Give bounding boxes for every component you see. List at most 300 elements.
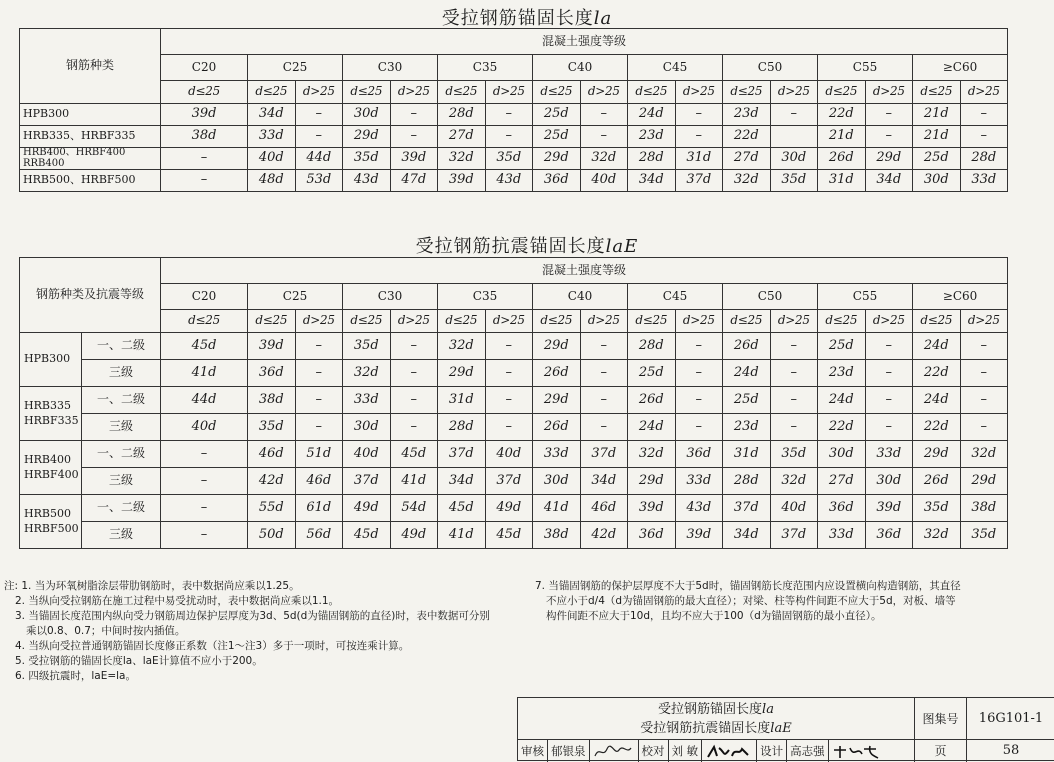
grade-header: C25 <box>248 284 343 310</box>
anchorage-value: 32d <box>913 522 961 549</box>
anchorage-value: 49d <box>390 522 438 549</box>
diameter-subheader: d≤25 <box>248 81 296 104</box>
anchorage-value: 24d <box>723 360 771 387</box>
seismic-level-label: 一、二级 <box>82 387 161 414</box>
anchorage-value: – <box>675 414 723 441</box>
concrete-grade-header: 混凝土强度等级 <box>161 29 1008 55</box>
anchorage-value: 41d <box>533 495 581 522</box>
anchorage-value: – <box>161 522 248 549</box>
anchorage-value: 45d <box>438 495 486 522</box>
anchorage-length-table <box>19 28 1008 192</box>
anchorage-value: 54d <box>390 495 438 522</box>
grade-header: C55 <box>818 55 913 81</box>
diameter-subheader: d≤25 <box>913 310 961 333</box>
table2-title-symbol: laE <box>605 236 639 257</box>
anchorage-value: 44d <box>161 387 248 414</box>
anchorage-value: 34d <box>438 468 486 495</box>
anchorage-value: 33d <box>343 387 391 414</box>
diameter-subheader: d>25 <box>580 310 628 333</box>
design-signature <box>829 740 885 762</box>
anchorage-value: 40d <box>770 495 818 522</box>
anchorage-value: – <box>485 387 533 414</box>
diameter-subheader: d≤25 <box>161 310 248 333</box>
anchorage-value: 24d <box>628 414 676 441</box>
diameter-subheader: d≤25 <box>628 310 676 333</box>
anchorage-value: 33d <box>818 522 866 549</box>
anchorage-value: 24d <box>913 333 961 360</box>
anchorage-value: 33d <box>960 170 1008 192</box>
anchorage-value: 39d <box>161 104 248 126</box>
anchorage-value: 56d <box>295 522 343 549</box>
anchorage-value: 32d <box>438 148 486 170</box>
anchorage-value: 61d <box>295 495 343 522</box>
anchorage-value: – <box>865 387 913 414</box>
diameter-subheader: d≤25 <box>723 310 771 333</box>
rebar-type-part: HRBF500 <box>24 521 79 535</box>
anchorage-value: 41d <box>390 468 438 495</box>
anchorage-value: 34d <box>248 104 296 126</box>
anchorage-value: 43d <box>675 495 723 522</box>
anchorage-value: 24d <box>818 387 866 414</box>
anchorage-value: – <box>295 333 343 360</box>
anchorage-value: 26d <box>723 333 771 360</box>
notes-right <box>524 579 964 624</box>
table-row <box>20 126 1008 148</box>
anchorage-value: 36d <box>628 522 676 549</box>
anchorage-value: 21d <box>913 126 961 148</box>
anchorage-value: 49d <box>343 495 391 522</box>
anchorage-value: 26d <box>533 414 581 441</box>
anchorage-value: – <box>390 387 438 414</box>
anchorage-value <box>770 126 818 148</box>
anchorage-value: 28d <box>628 333 676 360</box>
note-item: 7. 当锚固钢筋的保护层厚度不大于5d时，锚固钢筋长度范围内应设置横向构造钢筋，其直径不应小于d/4（d为锚固钢筋的最大直径）；对梁、柱等构件间距不应大于5d，对板、墙等构件间距不应大于10d，且均不应大于100（d为锚固钢筋的最小直径）。 <box>535 580 961 622</box>
rebar-type-part: HRBF335 <box>24 413 79 427</box>
atlas-number-label: 图集号 <box>915 698 967 740</box>
anchorage-value: 32d <box>580 148 628 170</box>
grade-header: C25 <box>248 55 343 81</box>
anchorage-value: 36d <box>865 522 913 549</box>
anchorage-value: – <box>161 148 248 170</box>
check-signature <box>702 740 757 762</box>
anchorage-value: – <box>580 387 628 414</box>
anchorage-value: 37d <box>438 441 486 468</box>
anchorage-value: – <box>675 126 723 148</box>
diameter-subheader: d≤25 <box>343 81 391 104</box>
anchorage-value: 32d <box>770 468 818 495</box>
anchorage-value: – <box>390 414 438 441</box>
note-item: 6. 四级抗震时，laE=la。 <box>15 670 136 682</box>
table-row <box>20 414 1008 441</box>
anchorage-value: 43d <box>343 170 391 192</box>
anchorage-value: – <box>675 387 723 414</box>
grade-header: ≥C60 <box>913 284 1008 310</box>
anchorage-value: 30d <box>533 468 581 495</box>
anchorage-value: 26d <box>913 468 961 495</box>
anchorage-value: 23d <box>723 414 771 441</box>
grade-header: C35 <box>438 284 533 310</box>
diameter-subheader: d>25 <box>770 81 818 104</box>
anchorage-value: 36d <box>533 170 581 192</box>
anchorage-value: 33d <box>248 126 296 148</box>
anchorage-value: 55d <box>248 495 296 522</box>
anchorage-value: 35d <box>913 495 961 522</box>
rebar-type-label <box>20 333 82 387</box>
anchorage-value: 36d <box>675 441 723 468</box>
diameter-subheader: d>25 <box>675 81 723 104</box>
anchorage-value: 28d <box>438 414 486 441</box>
anchorage-value: 27d <box>818 468 866 495</box>
anchorage-value: 38d <box>960 495 1008 522</box>
anchorage-value: – <box>675 360 723 387</box>
anchorage-value: 22d <box>913 414 961 441</box>
anchorage-value: 41d <box>438 522 486 549</box>
diameter-subheader: d≤25 <box>248 310 296 333</box>
anchorage-value: – <box>675 333 723 360</box>
anchorage-value: 35d <box>343 148 391 170</box>
anchorage-value: 31d <box>818 170 866 192</box>
diameter-subheader: d>25 <box>485 81 533 104</box>
anchorage-value: 39d <box>628 495 676 522</box>
diameter-subheader: d≤25 <box>533 81 581 104</box>
anchorage-value: 40d <box>343 441 391 468</box>
grade-header: C45 <box>628 55 723 81</box>
design-label: 设计 <box>757 740 787 762</box>
anchorage-value: 45d <box>485 522 533 549</box>
table-row <box>20 170 1008 192</box>
anchorage-value: 32d <box>960 441 1008 468</box>
rebar-type-part: HPB300 <box>24 352 71 366</box>
anchorage-value: 35d <box>770 170 818 192</box>
diameter-subheader: d≤25 <box>913 81 961 104</box>
anchorage-value: 28d <box>438 104 486 126</box>
anchorage-value: – <box>580 333 628 360</box>
anchorage-value: 39d <box>438 170 486 192</box>
diameter-subheader: d≤25 <box>818 310 866 333</box>
anchorage-value: 35d <box>770 441 818 468</box>
anchorage-value: – <box>960 104 1008 126</box>
table-row <box>20 495 1008 522</box>
note-item: 2. 当纵向受拉钢筋在施工过程中易受扰动时，表中数据尚应乘以1.1。 <box>15 595 340 607</box>
rebar-type-label <box>20 387 82 441</box>
rebar-type-label: HRB500、HRBF500 <box>20 170 161 192</box>
anchorage-value: – <box>770 104 818 126</box>
anchorage-value: 33d <box>865 441 913 468</box>
anchorage-value: 29d <box>960 468 1008 495</box>
rebar-type-part: HRB400 <box>24 453 71 467</box>
anchorage-value: 30d <box>865 468 913 495</box>
anchorage-value: – <box>390 360 438 387</box>
seismic-level-label: 三级 <box>82 522 161 549</box>
rebar-type-label <box>20 441 82 495</box>
note-item: 4. 当纵向受拉普通钢筋锚固长度修正系数（注1～注3）多于一项时，可按连乘计算。 <box>15 640 410 652</box>
anchorage-value: – <box>675 104 723 126</box>
diameter-subheader: d>25 <box>865 310 913 333</box>
anchorage-value: – <box>865 414 913 441</box>
anchorage-value: 40d <box>248 148 296 170</box>
grade-header: C30 <box>343 55 438 81</box>
anchorage-value: 32d <box>628 441 676 468</box>
anchorage-value: 32d <box>438 333 486 360</box>
anchorage-value: – <box>865 104 913 126</box>
diameter-subheader: d≤25 <box>438 310 486 333</box>
anchorage-value: – <box>161 170 248 192</box>
seismic-level-label: 一、二级 <box>82 495 161 522</box>
anchorage-value: 30d <box>913 170 961 192</box>
grade-header: C40 <box>533 284 628 310</box>
grade-header: ≥C60 <box>913 55 1008 81</box>
anchorage-value: 34d <box>580 468 628 495</box>
anchorage-value: 37d <box>770 522 818 549</box>
signature-row <box>518 740 915 762</box>
anchorage-value: 45d <box>161 333 248 360</box>
diameter-subheader: d≤25 <box>628 81 676 104</box>
page-label: 页 <box>915 740 967 762</box>
anchorage-value: – <box>580 126 628 148</box>
anchorage-value: 29d <box>343 126 391 148</box>
anchorage-value: 40d <box>485 441 533 468</box>
grade-header: C20 <box>161 55 248 81</box>
rebar-type-label: HPB300 <box>20 104 161 126</box>
anchorage-value: 31d <box>675 148 723 170</box>
seismic-anchorage-length-table <box>19 257 1008 549</box>
rebar-type-part: HRBF400 <box>24 467 79 481</box>
anchorage-value: 37d <box>485 468 533 495</box>
anchorage-value: 29d <box>533 148 581 170</box>
anchorage-value: 36d <box>818 495 866 522</box>
anchorage-value: – <box>770 360 818 387</box>
anchorage-value: 37d <box>675 170 723 192</box>
table-row <box>20 522 1008 549</box>
anchorage-value: 24d <box>628 104 676 126</box>
anchorage-value: – <box>295 414 343 441</box>
diameter-subheader: d>25 <box>295 310 343 333</box>
anchorage-value: 31d <box>438 387 486 414</box>
anchorage-value: 23d <box>628 126 676 148</box>
anchorage-value: – <box>770 414 818 441</box>
anchorage-value: 29d <box>533 333 581 360</box>
title-block <box>517 697 1054 761</box>
anchorage-value: 35d <box>343 333 391 360</box>
anchorage-value: 22d <box>818 104 866 126</box>
check-label: 校对 <box>639 740 669 762</box>
anchorage-value: 37d <box>580 441 628 468</box>
corner-label: 钢筋种类 <box>20 29 161 104</box>
anchorage-value: 32d <box>723 170 771 192</box>
diameter-subheader: d≤25 <box>818 81 866 104</box>
title-block-title: 受拉钢筋锚固长度la 受拉钢筋抗震锚固长度laE <box>518 698 915 740</box>
anchorage-value: 39d <box>390 148 438 170</box>
seismic-level-label: 一、二级 <box>82 441 161 468</box>
anchorage-value: 29d <box>913 441 961 468</box>
note-item: 注: 1. 当为环氧树脂涂层带肋钢筋时，表中数据尚应乘以1.25。 <box>4 580 300 592</box>
notes-left <box>4 579 496 684</box>
anchorage-value: 25d <box>533 126 581 148</box>
anchorage-value: 33d <box>533 441 581 468</box>
anchorage-value: – <box>960 333 1008 360</box>
anchorage-value: – <box>770 333 818 360</box>
grade-header: C45 <box>628 284 723 310</box>
anchorage-value: – <box>390 333 438 360</box>
diameter-subheader: d>25 <box>865 81 913 104</box>
anchorage-value: 21d <box>913 104 961 126</box>
diameter-subheader: d≤25 <box>438 81 486 104</box>
anchorage-value: – <box>295 387 343 414</box>
diameter-subheader: d>25 <box>295 81 343 104</box>
diameter-subheader: d>25 <box>960 81 1008 104</box>
anchorage-value: – <box>161 495 248 522</box>
anchorage-value: 37d <box>723 495 771 522</box>
anchorage-value: 23d <box>818 360 866 387</box>
anchorage-value: 35d <box>960 522 1008 549</box>
anchorage-value: – <box>295 104 343 126</box>
anchorage-value: – <box>865 126 913 148</box>
anchorage-value: 28d <box>628 148 676 170</box>
diameter-subheader: d>25 <box>485 310 533 333</box>
diameter-subheader: d≤25 <box>161 81 248 104</box>
anchorage-value: 25d <box>723 387 771 414</box>
anchorage-value: 30d <box>770 148 818 170</box>
anchorage-value: 46d <box>580 495 628 522</box>
anchorage-value: – <box>295 360 343 387</box>
anchorage-value: 38d <box>533 522 581 549</box>
anchorage-value: – <box>580 104 628 126</box>
anchorage-value: 28d <box>960 148 1008 170</box>
anchorage-value: 29d <box>533 387 581 414</box>
anchorage-value: – <box>960 126 1008 148</box>
anchorage-value: – <box>161 441 248 468</box>
anchorage-value: 28d <box>723 468 771 495</box>
grade-header: C30 <box>343 284 438 310</box>
anchorage-value: 30d <box>818 441 866 468</box>
table-row <box>20 360 1008 387</box>
anchorage-value: – <box>960 360 1008 387</box>
diameter-subheader: d≤25 <box>343 310 391 333</box>
anchorage-value: – <box>485 414 533 441</box>
anchorage-value: 48d <box>248 170 296 192</box>
anchorage-value: – <box>390 126 438 148</box>
anchorage-value: 25d <box>533 104 581 126</box>
anchorage-value: 23d <box>723 104 771 126</box>
table-row <box>20 148 1008 170</box>
anchorage-value: 26d <box>818 148 866 170</box>
rebar-type-label: HRB400、HRBF400 RRB400 <box>20 148 161 170</box>
diameter-subheader: d>25 <box>960 310 1008 333</box>
anchorage-value: – <box>580 414 628 441</box>
anchorage-value: – <box>485 333 533 360</box>
anchorage-value: 39d <box>865 495 913 522</box>
page-number: 58 <box>1002 743 1020 758</box>
table-row <box>20 387 1008 414</box>
anchorage-value: 29d <box>628 468 676 495</box>
diameter-subheader: d>25 <box>390 81 438 104</box>
anchorage-value: 29d <box>438 360 486 387</box>
anchorage-value: 32d <box>343 360 391 387</box>
anchorage-value: 40d <box>580 170 628 192</box>
diameter-subheader: d>25 <box>770 310 818 333</box>
anchorage-value: 21d <box>818 126 866 148</box>
anchorage-value: 29d <box>865 148 913 170</box>
anchorage-value: 22d <box>818 414 866 441</box>
seismic-level-label: 三级 <box>82 360 161 387</box>
anchorage-value: – <box>485 126 533 148</box>
rebar-type-label <box>20 495 82 549</box>
grade-header: C20 <box>161 284 248 310</box>
anchorage-value: 44d <box>295 148 343 170</box>
anchorage-value: 45d <box>390 441 438 468</box>
diameter-subheader: d>25 <box>675 310 723 333</box>
anchorage-value: 41d <box>161 360 248 387</box>
rebar-type-part: HRB500 <box>24 507 71 521</box>
anchorage-value: 37d <box>343 468 391 495</box>
anchorage-value: 42d <box>580 522 628 549</box>
anchorage-value: 25d <box>818 333 866 360</box>
grade-header: C50 <box>723 55 818 81</box>
anchorage-value: 26d <box>628 387 676 414</box>
anchorage-value: – <box>960 414 1008 441</box>
anchorage-value: 22d <box>723 126 771 148</box>
review-signature <box>590 740 639 762</box>
anchorage-value: 34d <box>723 522 771 549</box>
anchorage-value: – <box>485 104 533 126</box>
atlas-number-value: 16G101-1 <box>967 698 1054 740</box>
grade-header: C55 <box>818 284 913 310</box>
anchorage-value: 36d <box>248 360 296 387</box>
anchorage-value: – <box>485 360 533 387</box>
grade-header: C35 <box>438 55 533 81</box>
anchorage-value: 34d <box>628 170 676 192</box>
rebar-type-part: HRB335 <box>24 399 71 413</box>
diameter-subheader: d>25 <box>390 310 438 333</box>
review-name: 郁银泉 <box>548 740 590 762</box>
anchorage-value: 50d <box>248 522 296 549</box>
anchorage-value: 30d <box>343 414 391 441</box>
anchorage-value: 38d <box>161 126 248 148</box>
anchorage-value: – <box>390 104 438 126</box>
anchorage-value: – <box>161 468 248 495</box>
diameter-subheader: d>25 <box>580 81 628 104</box>
table1-title-symbol: la <box>593 8 613 29</box>
anchorage-value: 39d <box>675 522 723 549</box>
anchorage-value: 53d <box>295 170 343 192</box>
seismic-level-label: 一、二级 <box>82 333 161 360</box>
anchorage-value: 47d <box>390 170 438 192</box>
anchorage-value: – <box>580 360 628 387</box>
design-name: 高志强 <box>787 740 829 762</box>
seismic-level-label: 三级 <box>82 468 161 495</box>
anchorage-value: 35d <box>248 414 296 441</box>
anchorage-value: 25d <box>628 360 676 387</box>
table2-title: 受拉钢筋抗震锚固长度laE <box>415 236 639 257</box>
anchorage-value: 49d <box>485 495 533 522</box>
anchorage-value: 30d <box>343 104 391 126</box>
anchorage-value: 43d <box>485 170 533 192</box>
anchorage-value: 40d <box>161 414 248 441</box>
anchorage-value: 39d <box>248 333 296 360</box>
anchorage-value: 27d <box>438 126 486 148</box>
anchorage-value: – <box>295 126 343 148</box>
table-row <box>20 441 1008 468</box>
note-item: 5. 受拉钢筋的锚固长度la、laE计算值不应小于200。 <box>15 655 263 667</box>
anchorage-value: 46d <box>248 441 296 468</box>
check-name: 刘 敏 <box>669 740 703 762</box>
anchorage-value: 25d <box>913 148 961 170</box>
seismic-level-label: 三级 <box>82 414 161 441</box>
anchorage-value: 42d <box>248 468 296 495</box>
diameter-subheader: d≤25 <box>723 81 771 104</box>
anchorage-value: 33d <box>675 468 723 495</box>
anchorage-value: 26d <box>533 360 581 387</box>
